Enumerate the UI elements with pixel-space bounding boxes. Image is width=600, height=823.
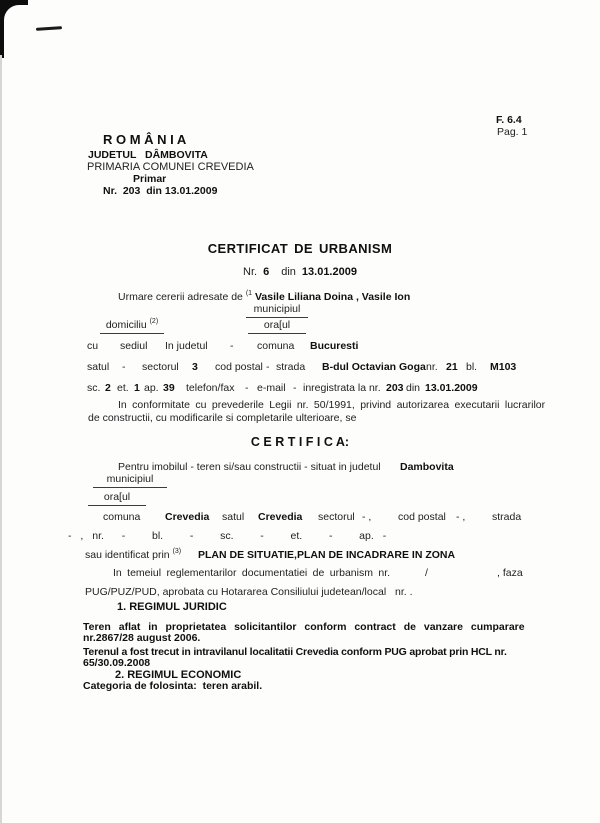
bl-value: M103 [490,361,517,373]
regim-economic-heading: 2. REGIMUL ECONOMIC [115,669,242,681]
juridic-para-2-line-2: 65/30.09.2008 [83,657,151,669]
cod-postal-label-1: cod postal [215,361,263,373]
urbanism-row-1 [0,567,600,580]
registration-number: Nr. 203 din 13.01.2009 [103,185,218,197]
street-nr-value: 21 [446,361,458,373]
option-domiciliu: domiciliu $^{(2)}$ [100,320,164,334]
cert-din-label: din [281,266,296,278]
bl-label: bl. [466,361,478,373]
in-judetul-label: In judetul [165,340,208,352]
email-dash: - [293,382,297,394]
option-municipiul-2: municipiul [93,474,167,488]
page-corner-curve [4,5,50,77]
ap-value: 39 [163,382,175,394]
option-sediul: sediul [120,340,148,352]
applicant-address-row-1 [0,340,600,353]
cod-postal-value-2: - , [456,511,466,523]
sectorul-label-1: sectorul [142,361,179,373]
footnote-2: (2) [149,317,159,325]
form-code: F. 6.4 [496,114,522,126]
satul-dash: - [122,361,126,373]
urbanism-nr: nr. . [395,586,413,598]
identified-row [0,549,600,562]
telefon-dash: - [245,382,249,394]
street-nr-label: nr. [426,361,438,373]
inregistrata-label: inregistrata la nr. [303,382,381,394]
sc-label: sc. [87,382,101,394]
juridic-para-1-line-1: Teren aflat in proprietatea solicitantilor conform contract de vanzare cumparare [83,621,525,633]
et-label: et. [117,382,129,394]
identified-prefix: sau identificat prin $^{(3)}$ [85,547,182,561]
comuna-label-2: comuna [103,511,141,523]
ap-label: ap. [144,382,159,394]
juridic-para-2-line-1: Terenul a fost trecut in intravilanul localitatii Crevedia conform PUG aprobat prin HCL nr. [83,646,507,658]
juridic-para-1-line-2: nr.2867/28 august 2006. [83,632,201,644]
email-label: e-mail [257,382,286,394]
comuna-label-1: comuna [257,340,295,352]
certificate-title: CERTIFICAT DE URBANISM [207,241,393,256]
address-dashes-line: - , nr. - bl. - sc. - et. - ap. - [68,530,387,542]
certificate-number-line [0,266,600,278]
urbanism-row-2 [0,586,600,599]
footnote-1: (1 [245,289,253,297]
urbanism-line-1: In temeiul reglementarilor documentatiei de urbanism nr. [113,567,391,579]
cu-label: cu [87,340,99,352]
applicant-address-row-3 [0,382,600,395]
property-address-row-1 [0,511,600,524]
inregistrata-nr: 203 [386,382,404,394]
urbanism-line-2: PUG/PUZ/PUD, aprobata cu Hotararea Consiliului judetean/local [85,586,387,598]
inregistrata-din: din [406,382,421,394]
economic-para: Categoria de folosinta: teren arabil. [83,680,263,692]
comuna-value: Crevedia [165,511,210,523]
certify-heading: C E R T I F I C A: [250,435,350,449]
applicant-names: Vasile Liliana Doina , Vasile Ion [255,291,411,303]
sectorul-value-2: - , [362,511,372,523]
sc-value: 2 [105,382,111,394]
option-orasul-1: ora[ul [248,320,306,334]
property-intro: Pentru imobilul - teren si/sau constructii - situat in judetul [118,461,381,473]
satul-value: Crevedia [258,511,303,523]
regim-juridic-heading: 1. REGIMUL JURIDIC [117,601,227,613]
inregistrata-date: 13.01.2009 [425,382,478,394]
urbanism-slash: / [425,567,428,579]
cod-postal-label-2: cod postal [398,511,446,523]
authority-name: PRIMARIA COMUNEI CREVEDIA [87,161,254,173]
footnote-3: (3) [172,547,182,555]
et-value: 1 [134,382,140,394]
cert-nr-value: 6 [263,266,270,278]
strada-label-2: strada [492,511,522,523]
strada-label-1: strada [276,361,306,373]
option-orasul-2: ora[ul [88,492,146,506]
cod-postal-dash: - [266,361,270,373]
applicant-address-row-2 [0,361,600,374]
telefon-label: telefon/fax [186,382,235,394]
legal-line-1: In conformitate cu prevederile Legii nr. 50/1991, privind autorizarea executarii lucrarilor [118,399,546,411]
page-number: Pag. 1 [497,126,528,138]
legal-line-2: de constructii, cu modificarile si completarile ulterioare, se [88,412,357,424]
request-intro: Urmare cererii adresate de $^{(1}$ [118,289,253,303]
office-title: Primar [133,173,167,185]
sectorul-value-1: 3 [192,361,198,373]
option-municipiul-1: municipiul [246,304,308,318]
cert-nr-label: Nr. [243,266,258,278]
satul-label-2: satul [222,511,245,523]
strada-value: B-dul Octavian Goga [322,361,426,373]
judet-dash: - [230,340,234,352]
urbanism-faza: , faza [497,567,523,579]
satul-label-1: satul [87,361,110,373]
property-judet-value: Dambovita [400,461,454,473]
country-name: R O M Â N I A [103,132,187,147]
sectorul-label-2: sectorul [318,511,355,523]
property-intro-row [0,461,600,474]
judet-value: Bucuresti [310,340,359,352]
cert-issue-date: 13.01.2009 [301,266,357,278]
county-name: JUDETUL DÂMBOVITA [88,149,208,161]
identified-value: PLAN DE SITUATIE,PLAN DE INCADRARE IN ZONA [198,549,456,561]
